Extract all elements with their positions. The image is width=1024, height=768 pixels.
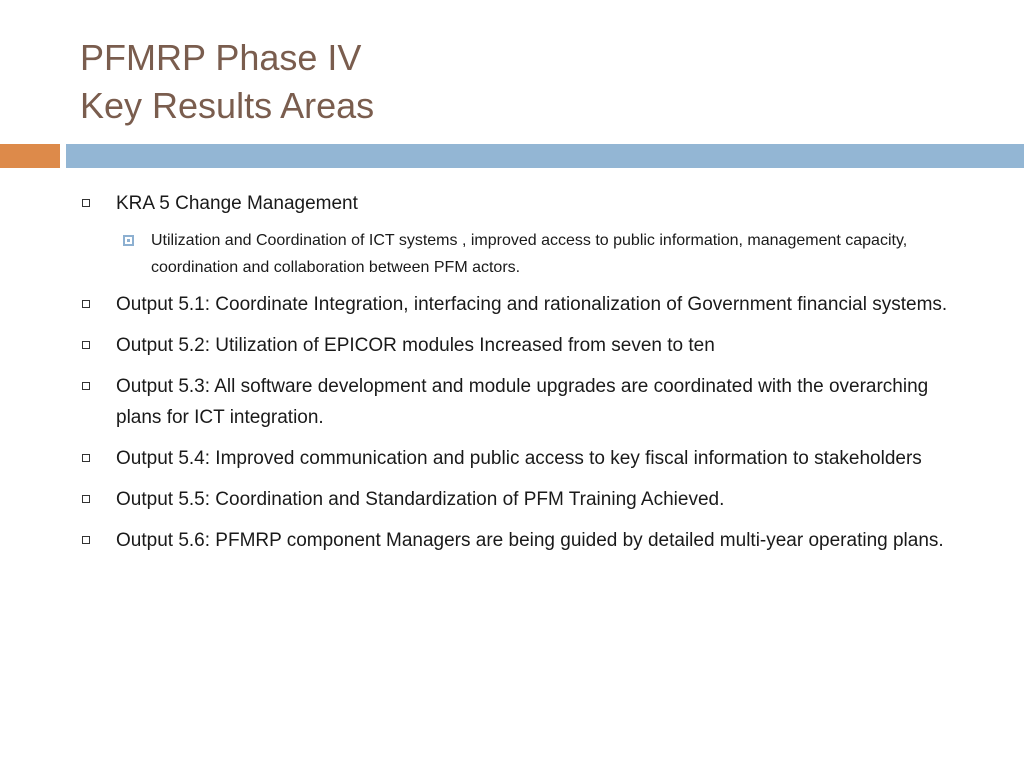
list-item bbox=[80, 371, 970, 433]
accent-bar-blue bbox=[66, 144, 1024, 168]
list-item-text: Output 5.2: Utilization of EPICOR modules Increased from seven to ten bbox=[116, 335, 715, 356]
square-bullet-icon bbox=[82, 341, 90, 349]
list-item bbox=[80, 525, 970, 556]
sub-list-item bbox=[80, 227, 970, 281]
list-item bbox=[80, 484, 970, 515]
list-item-text: KRA 5 Change Management bbox=[116, 193, 358, 214]
list-item bbox=[80, 443, 970, 474]
list-item bbox=[80, 289, 970, 320]
list-item bbox=[80, 188, 970, 219]
bullet-list bbox=[80, 188, 970, 566]
list-item-text: Output 5.3: All software development and module upgrades are coordinated with the overarching plans for ICT integration. bbox=[116, 376, 929, 428]
list-item-text: Output 5.1: Coordinate Integration, interfacing and rationalization of Government financial systems. bbox=[116, 294, 948, 315]
square-bullet-icon bbox=[82, 382, 90, 390]
title-line-2: Key Results Areas bbox=[80, 85, 375, 126]
square-bullet-icon bbox=[82, 495, 90, 503]
title-line-1: PFMRP Phase IV bbox=[80, 37, 362, 78]
slide-title bbox=[80, 34, 374, 130]
list-item-text: Output 5.4: Improved communication and public access to key fiscal information to stakeholders bbox=[116, 448, 922, 469]
list-item-text: Output 5.6: PFMRP component Managers are being guided by detailed multi-year operating plans. bbox=[116, 530, 944, 551]
list-item-text: Output 5.5: Coordination and Standardization of PFM Training Achieved. bbox=[116, 489, 725, 510]
accent-bar-orange bbox=[0, 144, 60, 168]
square-bullet-icon bbox=[82, 454, 90, 462]
square-bullet-icon bbox=[82, 300, 90, 308]
square-bullet-filled-icon bbox=[123, 235, 134, 246]
list-item bbox=[80, 330, 970, 361]
square-bullet-icon bbox=[82, 536, 90, 544]
square-bullet-icon bbox=[82, 199, 90, 207]
sub-list-item-text: Utilization and Coordination of ICT systems , improved access to public information, management capacity, coordination and collaboration between PFM actors. bbox=[151, 232, 908, 276]
